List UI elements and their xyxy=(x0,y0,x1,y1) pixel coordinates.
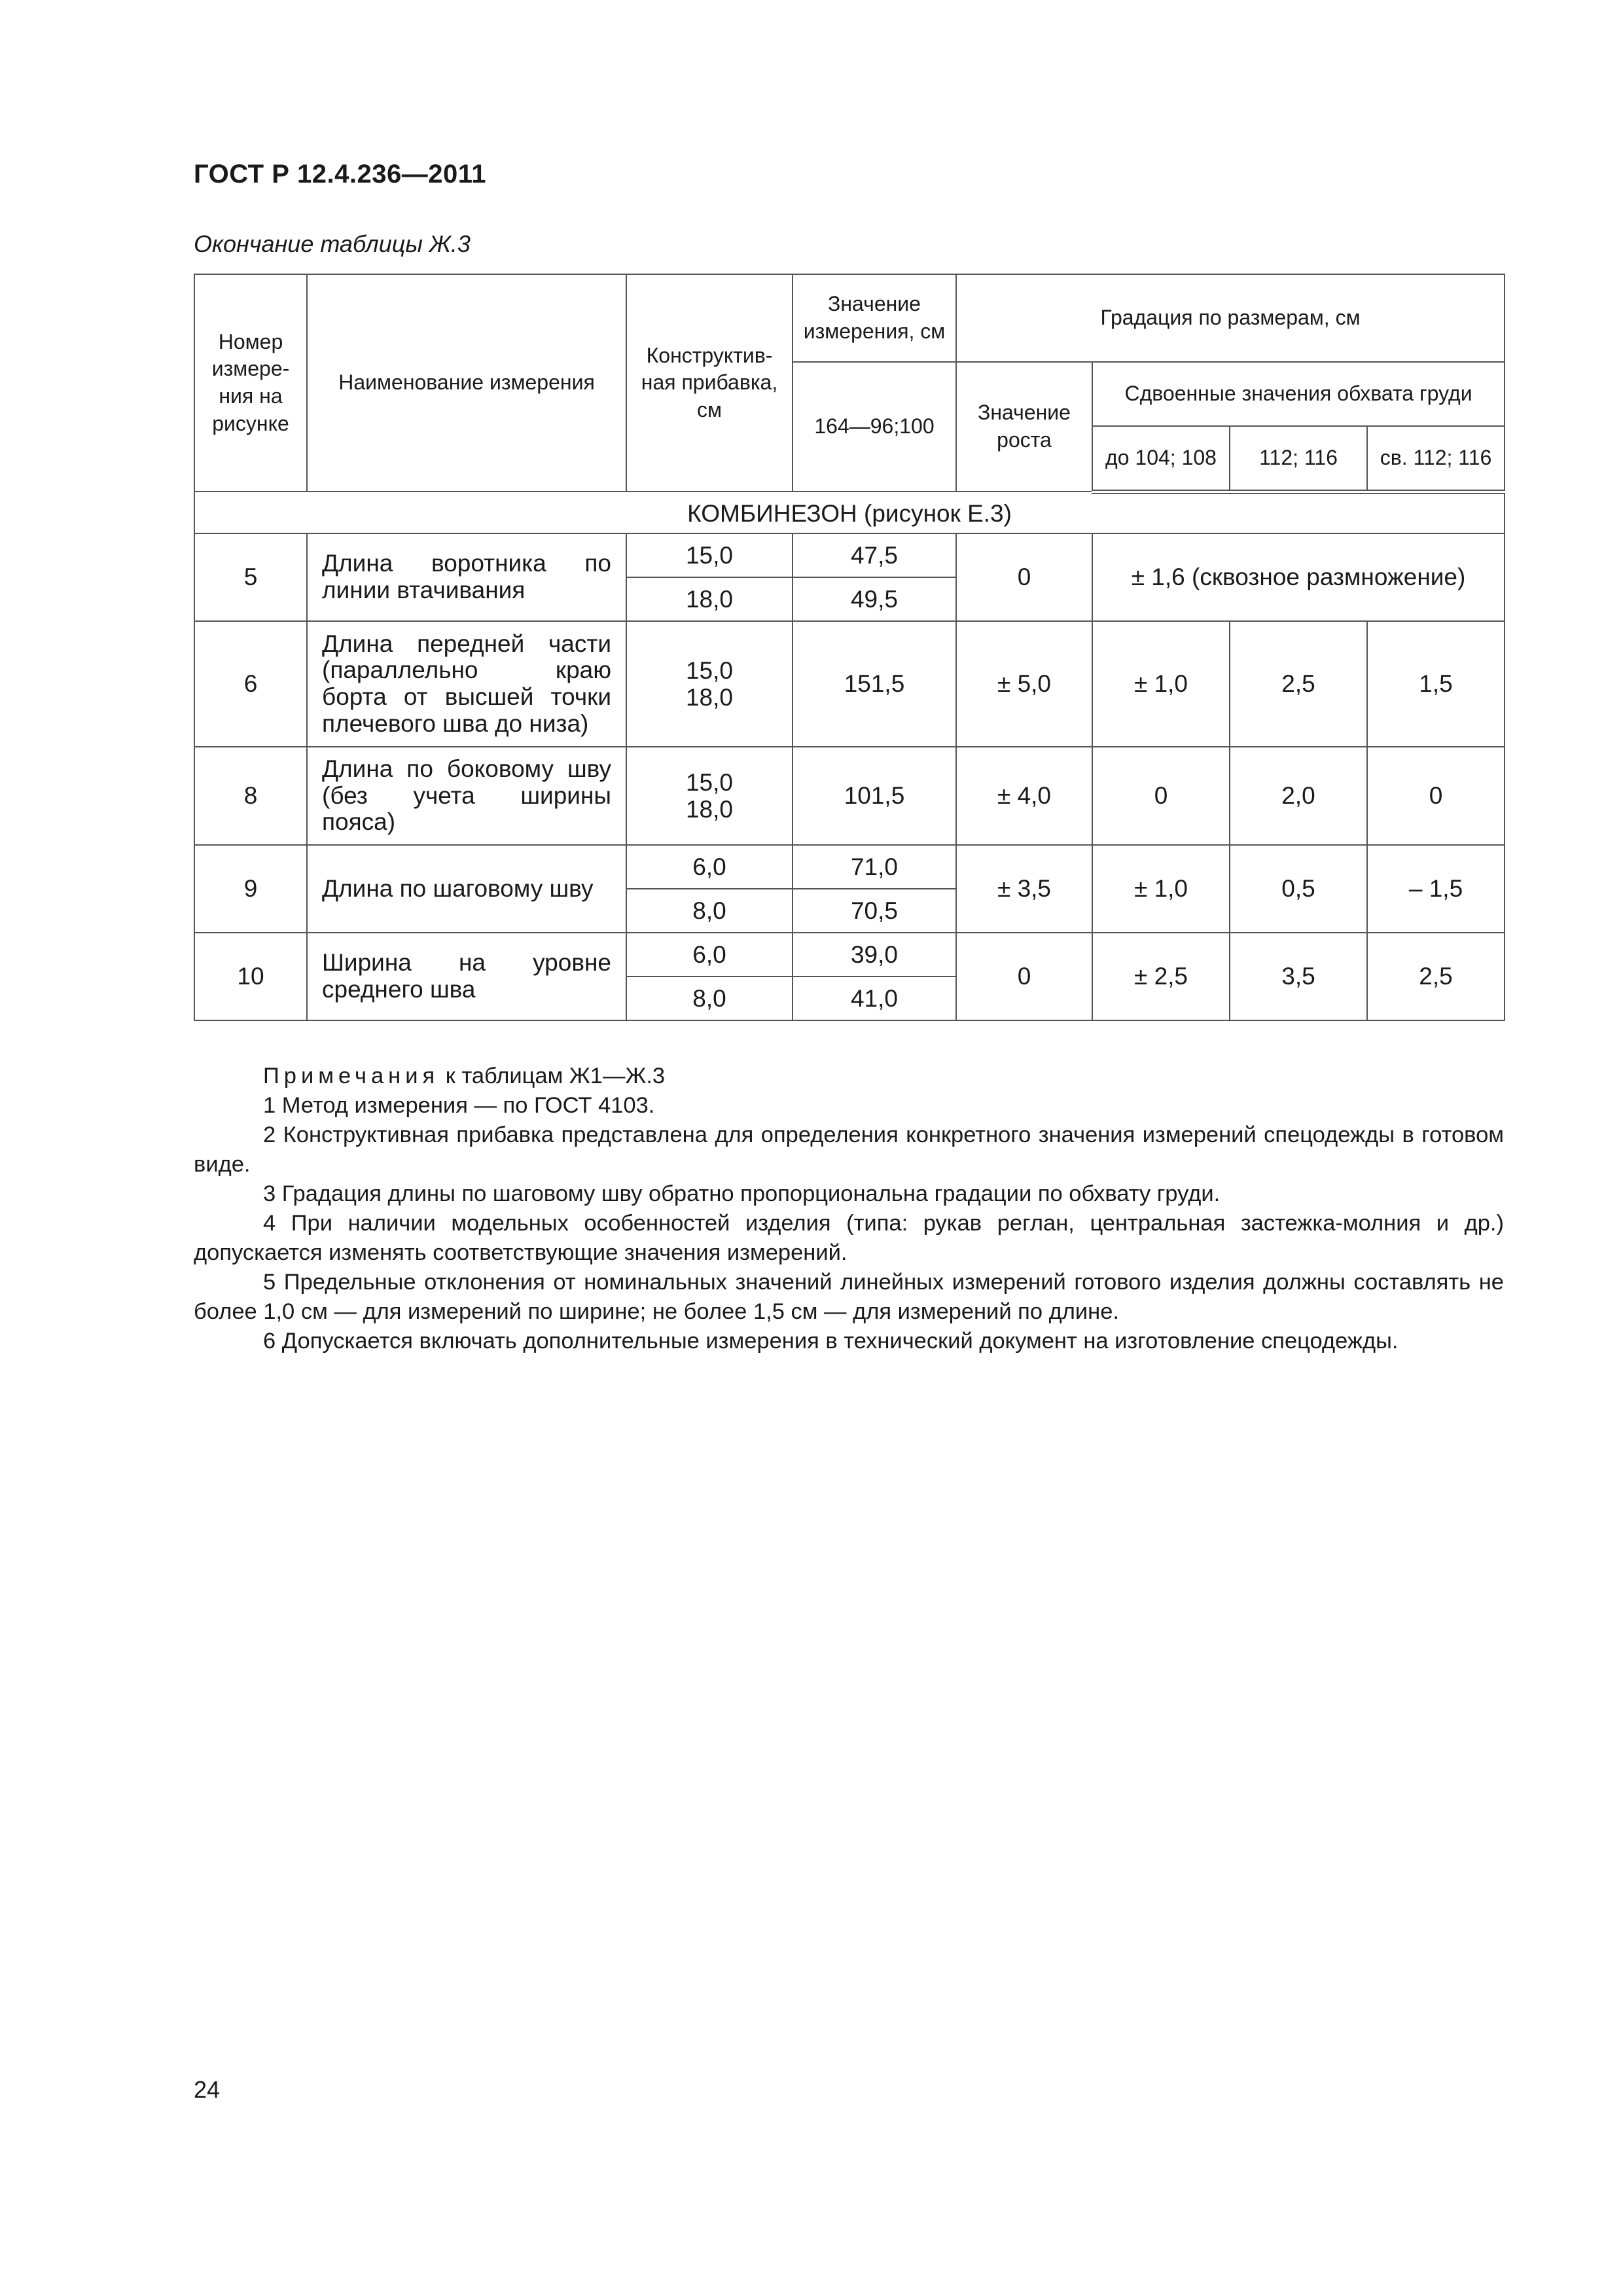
table-row xyxy=(194,533,1505,577)
table-row xyxy=(194,747,1505,845)
row-name: Ширина на уровне среднего шва xyxy=(307,933,626,1020)
note-item: 5 Предельные отклонения от номинальных значений линейных измерений готового изделия должны составлять не более 1,0 см — для измерений по ширине; не более 1,5 см — для измерений по длине. xyxy=(194,1270,1504,1324)
header-gradation: Градация по размерам, см xyxy=(956,274,1505,362)
chest-cell-1: ± 1,0 xyxy=(1092,845,1230,933)
section-title: КОМБИНЕЗОН (рисунок Е.3) xyxy=(194,492,1505,533)
notes-heading-spaced: Примечания xyxy=(263,1064,440,1088)
allowance-value: 18,0 xyxy=(685,796,733,823)
allowance-cell xyxy=(626,621,793,747)
value-cell: 41,0 xyxy=(793,977,956,1020)
header-name: Наименование измерения xyxy=(307,274,626,492)
chest-cell-2: 3,5 xyxy=(1230,933,1367,1020)
allowance-cell: 6,0 xyxy=(626,845,793,889)
row-number: 10 xyxy=(194,933,307,1020)
chest-cell-3: 1,5 xyxy=(1367,621,1505,747)
allowance-cell: 15,0 xyxy=(626,533,793,577)
document-title: ГОСТ Р 12.4.236—2011 xyxy=(194,160,486,188)
header-height-value: Значение роста xyxy=(956,362,1092,492)
header-number: Номер измере-ния на рисунке xyxy=(194,274,307,492)
allowance-cell xyxy=(626,747,793,845)
note-item: 6 Допускается включать дополнительные измерения в технический документ на изготовление спецодежды. xyxy=(263,1329,1399,1354)
value-cell: 151,5 xyxy=(793,621,956,747)
note-item: 4 При наличии модельных особенностей изделия (типа: рукав реглан, центральная застежка-молния и др.) допускается изменять соответствующие значения измерений. xyxy=(194,1211,1504,1265)
allowance-cell: 6,0 xyxy=(626,933,793,977)
notes-heading xyxy=(194,1062,1504,1091)
note-item: 2 Конструктивная прибавка представлена для определения конкретного значения измерений спецодежды в готовом виде. xyxy=(194,1122,1504,1177)
chest-cell-2: 2,0 xyxy=(1230,747,1367,845)
chest-cell-2: 2,5 xyxy=(1230,621,1367,747)
notes-block xyxy=(194,1062,1504,1356)
note-item: 1 Метод измерения — по ГОСТ 4103. xyxy=(263,1093,655,1118)
table-row xyxy=(194,845,1505,889)
header-chest-3: св. 112; 116 xyxy=(1367,426,1505,492)
height-cell: ± 3,5 xyxy=(956,845,1092,933)
notes-heading-rest: к таблицам Ж1—Ж.3 xyxy=(439,1064,666,1088)
height-cell: 0 xyxy=(956,533,1092,621)
value-cell: 70,5 xyxy=(793,889,956,933)
chest-cell-3: – 1,5 xyxy=(1367,845,1505,933)
table-row xyxy=(194,933,1505,977)
value-cell: 49,5 xyxy=(793,577,956,621)
header-value-size: 164—96;100 xyxy=(793,362,956,492)
measurements-table xyxy=(194,274,1505,1021)
chest-cell-3: 0 xyxy=(1367,747,1505,845)
allowance-value: 15,0 xyxy=(685,768,733,796)
allowance-cell: 8,0 xyxy=(626,977,793,1020)
row-number: 8 xyxy=(194,747,307,845)
header-value: Значение измерения, см xyxy=(793,274,956,362)
value-cell: 101,5 xyxy=(793,747,956,845)
chest-cell-2: 0,5 xyxy=(1230,845,1367,933)
chest-cell-1: ± 1,0 xyxy=(1092,621,1230,747)
row-name: Длина по боковому шву (без учета ширины пояса) xyxy=(307,747,626,845)
header-chest-2: 112; 116 xyxy=(1230,426,1367,492)
row-name: Длина воротника по линии втачивания xyxy=(307,533,626,621)
chest-cell-1: 0 xyxy=(1092,747,1230,845)
table-row xyxy=(194,621,1505,747)
height-cell: 0 xyxy=(956,933,1092,1020)
note-item: 3 Градация длины по шаговому шву обратно пропорциональна градации по обхвату груди. xyxy=(263,1181,1221,1206)
chest-cell-1: ± 2,5 xyxy=(1092,933,1230,1020)
value-cell: 39,0 xyxy=(793,933,956,977)
header-chest-1: до 104; 108 xyxy=(1092,426,1230,492)
table-caption: Окончание таблицы Ж.3 xyxy=(194,230,471,257)
value-cell: 71,0 xyxy=(793,845,956,889)
header-allowance: Конструктив-ная прибавка, см xyxy=(626,274,793,492)
height-cell: ± 5,0 xyxy=(956,621,1092,747)
allowance-cell: 8,0 xyxy=(626,889,793,933)
allowance-value: 15,0 xyxy=(685,656,733,684)
row-number: 9 xyxy=(194,845,307,933)
merged-gradation-cell: ± 1,6 (сквозное размножение) xyxy=(1092,533,1505,621)
value-cell: 47,5 xyxy=(793,533,956,577)
allowance-value: 18,0 xyxy=(685,684,733,711)
height-cell: ± 4,0 xyxy=(956,747,1092,845)
header-chest: Сдвоенные значения обхвата груди xyxy=(1092,362,1505,426)
row-number: 5 xyxy=(194,533,307,621)
allowance-cell: 18,0 xyxy=(626,577,793,621)
chest-cell-3: 2,5 xyxy=(1367,933,1505,1020)
page-number: 24 xyxy=(194,2076,221,2103)
row-name: Длина передней части (параллельно краю борта от высшей точки плечевого шва до низа) xyxy=(307,621,626,747)
row-number: 6 xyxy=(194,621,307,747)
row-name: Длина по шаговому шву xyxy=(307,845,626,933)
